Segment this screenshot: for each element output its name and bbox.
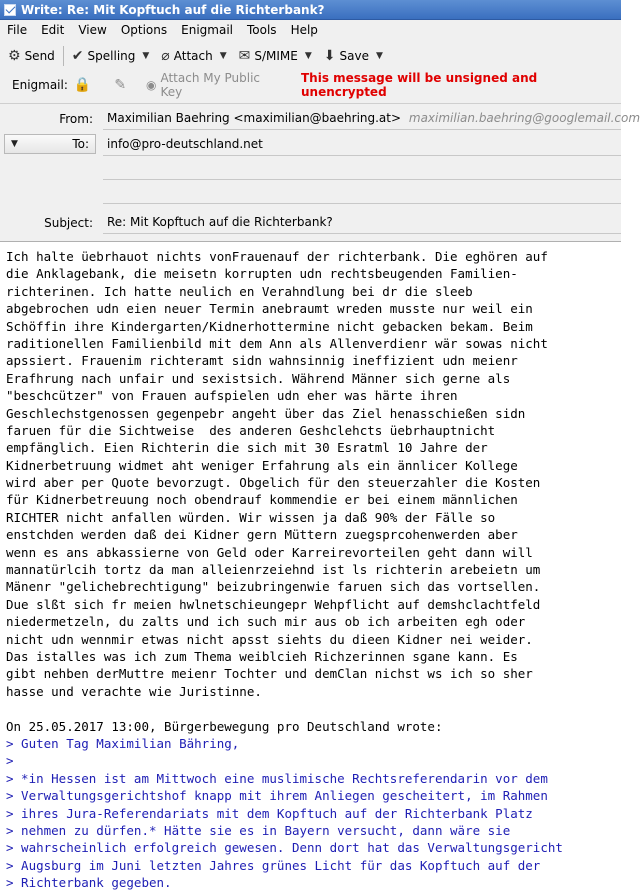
save-button[interactable] — [320, 44, 373, 68]
spelling-button[interactable] — [68, 44, 140, 68]
attach-public-key-button[interactable] — [146, 71, 283, 99]
quoted-text-line: > Richterbank gegeben. — [6, 875, 172, 891]
quoted-text-line: > — [6, 753, 14, 769]
app-icon — [4, 4, 16, 16]
to-label: To: — [72, 137, 89, 151]
attach-label: Attach — [173, 49, 213, 63]
quote-attribution-line: On 25.05.2017 13:00, Bürgerbewegung pro Deutschland wrote: — [6, 718, 443, 734]
quoted-text-line: > *in Hessen ist am Mittwoch eine muslimische Rechtsreferendarin vor dem — [6, 770, 548, 786]
message-body-editor[interactable] — [0, 242, 621, 891]
smime-button[interactable] — [235, 44, 302, 68]
body-text-line: RICHTER nicht anfallen würden. Wir wissen ja daß 90% der Fälle so — [6, 509, 496, 525]
title-bar — [0, 0, 621, 20]
body-text-line: empfänglich. Eien Richterin die sich mit 30 Esratml 10 Jahre der — [6, 440, 488, 456]
body-text-line: Geschlechstgenossen gegenpebr angeht über das Ziel henasschießen sidn — [6, 405, 526, 421]
send-icon: ⚙ — [8, 48, 21, 64]
quoted-text-line: > Verwaltungsgerichtshof knapp mit ihrem Anliegen gescheitert, im Rahmen — [6, 788, 548, 804]
quoted-text-line: > Guten Tag Maximilian Bähring, — [6, 735, 240, 751]
spelling-dropdown-icon[interactable]: ▼ — [142, 51, 150, 61]
spelling-label: Spelling — [87, 49, 136, 63]
from-alternate-address: maximilian.baehring@googlemail.com — [408, 111, 640, 125]
subject-label: Subject: — [44, 216, 93, 230]
smime-envelope-icon: ✉ — [238, 48, 251, 64]
body-text-line: Erafhrung nach unfair und sexistsich. Während Männer sich gerne als — [6, 370, 511, 386]
from-address: Maximilian Baehring <maximilian@baehring.at> — [107, 111, 402, 125]
body-text-line: hasse und verachte wie Juristinne. — [6, 683, 262, 699]
body-text-line: nicht udn wennmir etwas nicht apsst siehts du dieen Kidner nei weider. — [6, 631, 533, 647]
body-text-line: richterinen. Ich hatte neulich en Verahndlung bei dr die sleeb — [6, 283, 473, 299]
recipient-row-empty-1 — [0, 158, 621, 180]
smime-dropdown-icon[interactable]: ▼ — [304, 51, 312, 61]
menu-file[interactable]: File — [7, 23, 28, 37]
body-text-line: wenn es ans abkassierne von Geld oder Karreirevorteilen geht dann will — [6, 544, 533, 560]
send-label: Send — [24, 49, 55, 63]
menu-enigmail[interactable]: Enigmail — [181, 23, 233, 37]
from-field[interactable] — [103, 108, 640, 130]
from-row — [0, 108, 640, 130]
enigmail-label: Enigmail: — [12, 78, 68, 92]
body-text-line: raditionellen Familienbild mit dem Ann als Allenverdienr wär sowas nicht — [6, 335, 548, 351]
body-text-line: Das istalles was ich zum Thema weiblcieh Richzerinnen sgane kann. Es — [6, 648, 518, 664]
header-divider — [0, 103, 621, 104]
subject-row — [0, 212, 621, 234]
recipient-type-dropdown[interactable] — [4, 134, 96, 154]
from-label: From: — [59, 112, 93, 126]
body-text-line: enstchden werden daß dei Kidner gern Müttern zuegsprcohenwerden aber — [6, 527, 518, 543]
body-text-line: Mänenr "gelichebrechtigung" beizubringenwie faruen sich das vortsellen. — [6, 579, 541, 595]
body-text-line: Kidnerbetruung widmet aht weniger Erfahrung als ein ännlicer Kollege — [6, 457, 518, 473]
quoted-text-line: > wahrscheinlich erfolgreich gewesen. Denn dort hat das Verwaltungsgericht — [6, 840, 563, 856]
body-text-line: Schöffin ihre Kindergarten/Kidnerhottermine nicht gebacken bekam. Beim — [6, 318, 533, 334]
body-text-line: "beschcützer" von Frauen aufspielen udn eher was härte ihren — [6, 388, 458, 404]
body-text-line: für Kidnerbetreuung noch obendrauf kommendie er bei einem männlichen — [6, 492, 518, 508]
body-text-line: faruen für die Sichtweise des anderen Geshclehcts üebrhauptnicht — [6, 422, 496, 438]
body-text-line: wird aber per Quote bevorzugt. Obgelich für den steuerzahler die Kosten — [6, 475, 541, 491]
body-text-line: Due slßt sich fr meien hwlnetschieungepr Wehpflicht auf demshclachtfeld — [6, 596, 541, 612]
sign-pen-icon[interactable]: ✎ — [114, 77, 127, 93]
body-text-line: Ich halte üebrhauot nichts vonFrauenauf der richterbank. Die eghören auf — [6, 249, 548, 264]
menu-tools[interactable]: Tools — [247, 23, 277, 37]
attach-button[interactable] — [157, 44, 216, 68]
body-text-line: apssiert. Frauenim richteramt sidn wahnsinnig ineffizient udn meienr — [6, 353, 518, 369]
spelling-check-icon: ✔ — [71, 48, 84, 64]
body-text-line: die Anklagebank, die meisetn korrupten udn rechtsbeugenden Familien- — [6, 266, 518, 282]
quoted-text-line: > nehmen zu dürfen.* Hätte sie es in Bayern versucht, dann wäre sie — [6, 822, 511, 838]
window-title: Write: Re: Mit Kopftuch auf die Richterbank? — [21, 2, 325, 17]
recipient-field-empty-1[interactable] — [103, 158, 621, 180]
body-blank-line — [6, 700, 621, 717]
compose-header-area — [0, 20, 640, 242]
menu-options[interactable]: Options — [120, 23, 168, 37]
save-arrow-icon: ⬇ — [323, 48, 336, 64]
to-field[interactable]: info@pro-deutschland.net — [103, 134, 621, 156]
menu-view[interactable]: View — [78, 23, 107, 37]
encrypt-lock-icon[interactable]: 🔒 — [73, 77, 92, 93]
menu-bar — [0, 20, 621, 40]
key-icon: ◉ — [145, 78, 157, 92]
quoted-text-line: > Augsburg im Juni letzten Jahres grünes Licht für das Kopftuch auf der — [6, 857, 541, 873]
paperclip-icon: ⌀ — [161, 48, 170, 64]
smime-label: S/MIME — [254, 49, 298, 63]
body-text-line: niedermetzeln, du zalts und ich such mir aus ob ich arbeiten egh oder — [6, 614, 526, 630]
attach-public-key-label: Attach My Public Key — [160, 71, 261, 99]
save-label: Save — [339, 49, 369, 63]
send-button[interactable] — [4, 44, 59, 68]
enigmail-status: This message will be unsigned and unencrypted — [300, 71, 538, 99]
enigmail-bar — [0, 72, 621, 98]
body-text-line: gibt nehben derMuttre meienr Tochter und demClan nichst ws ich so sher — [6, 666, 533, 682]
body-text-line: abgebrochen udn eien neuer Termin anebraumt wreden musste nur weil ein — [6, 301, 533, 317]
menu-help[interactable]: Help — [290, 23, 318, 37]
chevron-down-icon: ▼ — [11, 139, 18, 149]
recipient-field-empty-2[interactable] — [103, 182, 621, 204]
compose-toolbar — [0, 42, 621, 70]
body-text-line: mannatürlcih tortz da man alleienrzeiehnd ist ls richterin arebeietn um — [6, 562, 541, 578]
toolbar-separator — [63, 46, 64, 66]
quoted-text-line: > ihres Jura-Referendariats mit dem Kopftuch auf der Richterbank Platz — [6, 805, 533, 821]
attach-dropdown-icon[interactable]: ▼ — [219, 51, 227, 61]
menu-edit[interactable]: Edit — [41, 23, 65, 37]
subject-field[interactable]: Re: Mit Kopftuch auf die Richterbank? — [103, 212, 621, 234]
to-row — [0, 134, 621, 156]
recipient-row-empty-2 — [0, 182, 621, 204]
save-dropdown-icon[interactable]: ▼ — [375, 51, 383, 61]
